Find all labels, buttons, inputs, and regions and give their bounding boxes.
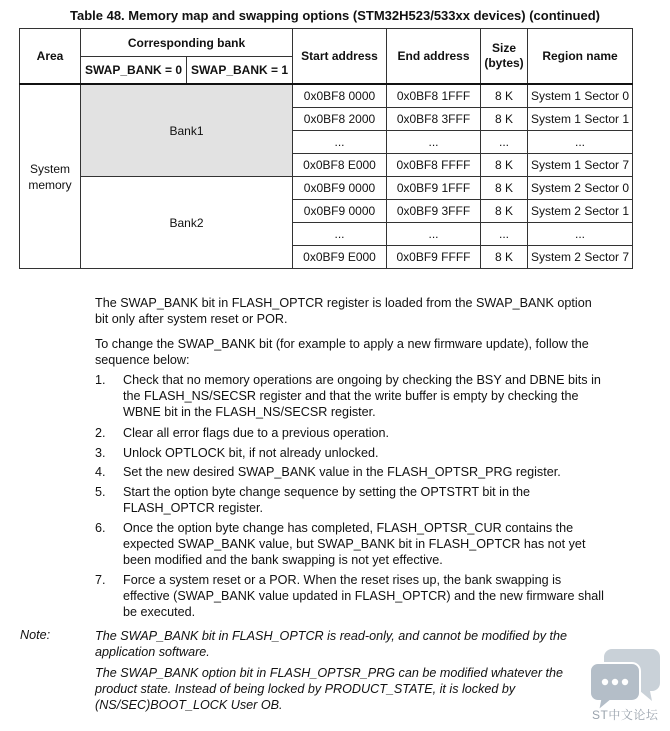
bank2-cell: Bank2	[81, 177, 293, 269]
text-line: Check that no memory operations are ongoing by checking the BSY and DBNE bits in	[123, 373, 601, 387]
text-line: expected SWAP_BANK value, but SWAP_BANK bit in FLASH_OPTCR has not yet	[123, 537, 586, 551]
text-line: Clear all error flags due to a previous operation.	[123, 426, 390, 440]
text-line: To change the SWAP_BANK bit (for example to apply a new firmware update), follow the	[95, 337, 589, 351]
text-line: be executed.	[123, 605, 196, 619]
end-address-cell: 0x0BF8 FFFF	[387, 154, 481, 177]
step-number: 4.	[95, 465, 106, 479]
header-swap-bank-1: SWAP_BANK = 1	[187, 57, 293, 85]
text-line: Unlock OPTLOCK bit, if not already unlocked.	[123, 446, 379, 460]
end-address-cell: ...	[387, 223, 481, 246]
bank1-cell: Bank1	[81, 84, 293, 177]
header-corresponding-bank: Corresponding bank	[81, 29, 293, 57]
step-number: 2.	[95, 426, 106, 440]
paragraph-change-sequence-intro	[95, 336, 640, 368]
header-region-name: Region name	[528, 29, 633, 85]
end-address-cell: 0x0BF9 3FFF	[387, 200, 481, 223]
region-cell: System 2 Sector 0	[528, 177, 633, 200]
start-address-cell: 0x0BF9 E000	[293, 246, 387, 269]
end-address-cell: ...	[387, 131, 481, 154]
size-cell: 8 K	[481, 246, 528, 269]
area-line1: System	[29, 161, 70, 176]
note-option-bit-lock	[95, 665, 605, 713]
size-cell: 8 K	[481, 84, 528, 108]
memory-map-table	[19, 28, 633, 269]
header-swap-bank-0: SWAP_BANK = 0	[81, 57, 187, 85]
header-area: Area	[20, 29, 81, 85]
note-label: Note:	[20, 628, 51, 642]
text-line: The SWAP_BANK option bit in FLASH_OPTSR_PRG can be modified whatever the	[95, 666, 564, 680]
start-address-cell: ...	[293, 223, 387, 246]
region-cell: System 1 Sector 7	[528, 154, 633, 177]
text-line: product state. Instead of being locked by PRODUCT_STATE, it is locked by	[95, 682, 516, 696]
region-cell: System 1 Sector 1	[528, 108, 633, 131]
start-address-cell: 0x0BF8 2000	[293, 108, 387, 131]
size-cell: 8 K	[481, 154, 528, 177]
text-line: Set the new desired SWAP_BANK value in the FLASH_OPTSR_PRG register.	[123, 465, 561, 479]
header-size-line2: (bytes)	[484, 56, 524, 70]
step-number: 5.	[95, 485, 106, 499]
size-cell: 8 K	[481, 200, 528, 223]
size-cell: 8 K	[481, 108, 528, 131]
text-line: Once the option byte change has completed, FLASH_OPTSR_CUR contains the	[123, 521, 574, 535]
region-cell: System 2 Sector 1	[528, 200, 633, 223]
text-line: bit only after system reset or POR.	[95, 312, 288, 326]
text-line: The SWAP_BANK bit in FLASH_OPTCR is read-only, and cannot be modified by the	[95, 629, 568, 643]
size-cell: ...	[481, 223, 528, 246]
text-line: effective (SWAP_BANK value updated in FLASH_OPTCR) and the new firmware shall	[123, 589, 604, 603]
area-line2: memory	[28, 177, 72, 192]
header-size	[481, 29, 528, 85]
start-address-cell: 0x0BF8 E000	[293, 154, 387, 177]
text-line: the FLASH_NS/SECSR register and that the write buffer is empty by checking the	[123, 389, 579, 403]
table-title: Table 48. Memory map and swapping options (STM32H523/533xx devices) (continued)	[69, 8, 600, 23]
start-address-cell: 0x0BF8 0000	[293, 84, 387, 108]
region-cell: System 2 Sector 7	[528, 246, 633, 269]
start-address-cell: 0x0BF9 0000	[293, 177, 387, 200]
region-cell: ...	[528, 131, 633, 154]
table-row	[20, 177, 633, 200]
watermark-text: ST中文论坛	[592, 708, 659, 722]
header-end-address: End address	[387, 29, 481, 85]
end-address-cell: 0x0BF9 FFFF	[387, 246, 481, 269]
text-line: Start the option byte change sequence by setting the OPTSTRT bit in the	[123, 485, 530, 499]
header-start-address: Start address	[293, 29, 387, 85]
text-line: (NS/SEC)BOOT_LOCK User OB.	[95, 698, 283, 712]
size-cell: ...	[481, 131, 528, 154]
table-row	[20, 84, 633, 108]
region-cell: System 1 Sector 0	[528, 84, 633, 108]
step-number: 3.	[95, 446, 106, 460]
text-line: Force a system reset or a POR. When the reset rises up, the bank swapping is	[123, 573, 562, 587]
start-address-cell: 0x0BF9 0000	[293, 200, 387, 223]
step-number: 7.	[95, 573, 106, 587]
end-address-cell: 0x0BF9 1FFF	[387, 177, 481, 200]
size-cell: 8 K	[481, 177, 528, 200]
text-line: WBNE bit in the FLASH_NS/SECSR register.	[123, 405, 376, 419]
region-cell: ...	[528, 223, 633, 246]
end-address-cell: 0x0BF8 1FFF	[387, 84, 481, 108]
text-line: FLASH_OPTCR register.	[123, 501, 263, 515]
text-line: sequence below:	[95, 353, 190, 367]
note-read-only	[95, 628, 605, 660]
paragraph-swap-bank-load	[95, 295, 640, 327]
start-address-cell: ...	[293, 131, 387, 154]
header-size-line1: Size	[491, 41, 516, 55]
text-line: The SWAP_BANK bit in FLASH_OPTCR register is loaded from the SWAP_BANK option	[95, 296, 592, 310]
step-number: 6.	[95, 521, 106, 535]
step-number: 1.	[95, 373, 106, 387]
text-line: application software.	[95, 645, 210, 659]
text-line: been modified and the bank swapping is not yet effective.	[123, 553, 443, 567]
end-address-cell: 0x0BF8 3FFF	[387, 108, 481, 131]
area-cell	[20, 84, 81, 269]
